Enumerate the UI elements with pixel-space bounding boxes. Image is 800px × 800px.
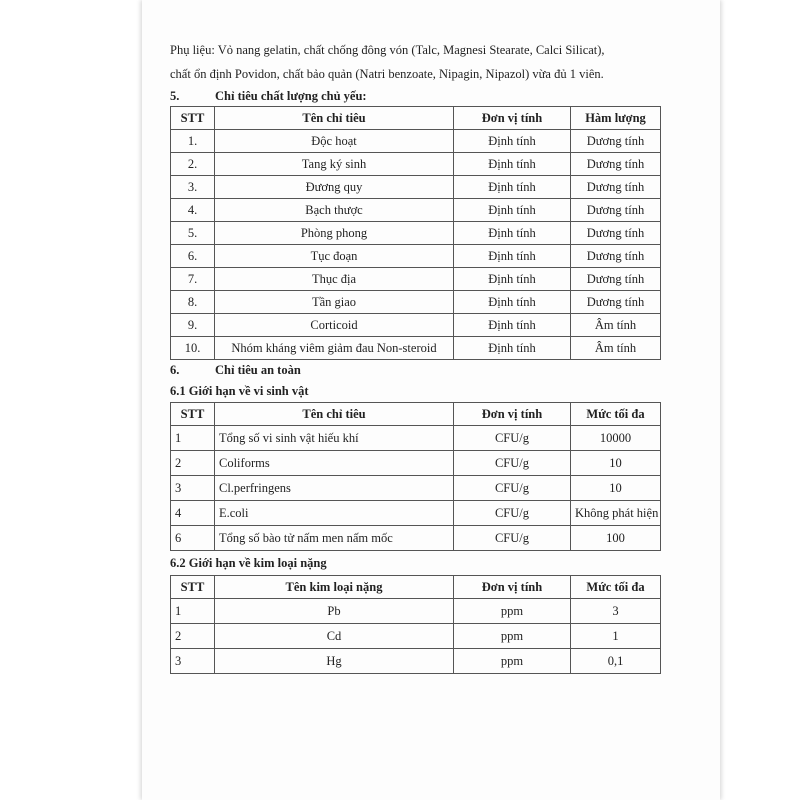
header-stt: STT (171, 403, 215, 426)
table-cell: Dương tính (571, 176, 661, 199)
table-cell: Định tính (454, 222, 571, 245)
table-cell: Dương tính (571, 130, 661, 153)
table-cell: E.coli (215, 501, 454, 526)
table-cell: ppm (454, 599, 571, 624)
header-unit: Đơn vị tính (454, 403, 571, 426)
table-row (171, 153, 661, 176)
table-cell: 10. (171, 337, 215, 360)
heavy-metal-limits-table (170, 575, 661, 674)
table-cell: Tổng số bào tử nấm men nấm mốc (215, 526, 454, 551)
table-cell: ppm (454, 649, 571, 674)
table-cell: Cd (215, 624, 454, 649)
table-cell: CFU/g (454, 426, 571, 451)
section-5-heading (170, 86, 662, 106)
table-cell: Nhóm kháng viêm giảm đau Non-steroid (215, 337, 454, 360)
table-cell: Bạch thược (215, 199, 454, 222)
section-6-number: 6. (170, 363, 180, 377)
table-cell: Định tính (454, 337, 571, 360)
table-row (171, 526, 661, 551)
table-cell: Định tính (454, 176, 571, 199)
header-content: Hàm lượng (571, 107, 661, 130)
table-cell: CFU/g (454, 526, 571, 551)
table-cell: Hg (215, 649, 454, 674)
table-row (171, 451, 661, 476)
microbial-limits-table (170, 402, 661, 551)
table-cell: Pb (215, 599, 454, 624)
table-cell: ppm (454, 624, 571, 649)
table-cell: CFU/g (454, 451, 571, 476)
table-cell: 5. (171, 222, 215, 245)
document-page (142, 0, 720, 800)
table-cell: Corticoid (215, 314, 454, 337)
section-6-1-heading: 6.1 Giới hạn về vi sinh vật (170, 384, 309, 398)
table-cell: 1 (171, 599, 215, 624)
table-row (171, 199, 661, 222)
table-cell: Tang ký sinh (215, 153, 454, 176)
section-5-title: Chỉ tiêu chất lượng chủ yếu: (215, 89, 367, 103)
table-cell: Tần giao (215, 291, 454, 314)
header-metal-name: Tên kim loại nặng (215, 576, 454, 599)
table-header-row (171, 403, 661, 426)
table-cell: 1. (171, 130, 215, 153)
table-cell: 0,1 (571, 649, 661, 674)
table-row (171, 649, 661, 674)
table-cell: Định tính (454, 268, 571, 291)
table-cell: Định tính (454, 245, 571, 268)
table-row (171, 291, 661, 314)
table-cell: Đương quy (215, 176, 454, 199)
table-cell: CFU/g (454, 476, 571, 501)
table-row (171, 245, 661, 268)
header-stt: STT (171, 576, 215, 599)
quality-criteria-table (170, 106, 661, 360)
table-cell: 1 (171, 426, 215, 451)
table-cell: Định tính (454, 199, 571, 222)
table-cell: Coliforms (215, 451, 454, 476)
table-cell: 8. (171, 291, 215, 314)
table-cell: 4 (171, 501, 215, 526)
table-row (171, 314, 661, 337)
table-cell: Định tính (454, 314, 571, 337)
table-cell: Cl.perfringens (215, 476, 454, 501)
section-6-heading (170, 360, 662, 380)
table-row (171, 268, 661, 291)
table-cell: Tục đoạn (215, 245, 454, 268)
table-header-row (171, 107, 661, 130)
table-cell: 2 (171, 624, 215, 649)
header-max-level: Mức tối đa (571, 576, 661, 599)
header-criteria-name: Tên chỉ tiêu (215, 403, 454, 426)
table-cell: Dương tính (571, 199, 661, 222)
table-cell: 3 (171, 649, 215, 674)
table-cell: 1 (571, 624, 661, 649)
section-5-number: 5. (170, 89, 180, 103)
table-cell: Dương tính (571, 268, 661, 291)
table-cell: 9. (171, 314, 215, 337)
table-row (171, 176, 661, 199)
table-cell: Không phát hiện (571, 501, 661, 526)
table-row (171, 624, 661, 649)
table-row (171, 222, 661, 245)
table-cell: Dương tính (571, 222, 661, 245)
table-row (171, 501, 661, 526)
table-cell: Thục địa (215, 268, 454, 291)
table-cell: Tổng số vi sinh vật hiếu khí (215, 426, 454, 451)
table-cell: 6. (171, 245, 215, 268)
table-cell: Âm tính (571, 337, 661, 360)
intro-line-2: chất ổn định Povidon, chất bảo quản (Natri benzoate, Nipagin, Nipazol) vừa đủ 1 viên. (170, 67, 604, 81)
table-cell: 2. (171, 153, 215, 176)
table-cell: 2 (171, 451, 215, 476)
table-cell: Định tính (454, 153, 571, 176)
table-cell: 3. (171, 176, 215, 199)
table-cell: Phòng phong (215, 222, 454, 245)
section-6-2-heading: 6.2 Giới hạn về kim loại nặng (170, 556, 327, 570)
header-max-level: Mức tối đa (571, 403, 661, 426)
table-cell: 10 (571, 451, 661, 476)
table-cell: 10000 (571, 426, 661, 451)
microbial-limits-body (171, 426, 661, 551)
table-cell: Dương tính (571, 291, 661, 314)
document-content (170, 38, 662, 674)
table-cell: CFU/g (454, 501, 571, 526)
table-cell: Độc hoạt (215, 130, 454, 153)
header-criteria-name: Tên chỉ tiêu (215, 107, 454, 130)
table-row (171, 476, 661, 501)
quality-criteria-body (171, 130, 661, 360)
section-6-title: Chỉ tiêu an toàn (215, 363, 301, 377)
header-unit: Đơn vị tính (454, 576, 571, 599)
table-cell: Định tính (454, 291, 571, 314)
table-cell: 4. (171, 199, 215, 222)
table-cell: Dương tính (571, 245, 661, 268)
table-cell: Dương tính (571, 153, 661, 176)
table-cell: Định tính (454, 130, 571, 153)
table-row (171, 337, 661, 360)
table-row (171, 599, 661, 624)
table-cell: 10 (571, 476, 661, 501)
table-row (171, 130, 661, 153)
header-stt: STT (171, 107, 215, 130)
intro-line-1: Phụ liệu: Vỏ nang gelatin, chất chống đông vón (Talc, Magnesi Stearate, Calci Silicat), (170, 43, 605, 57)
header-unit: Đơn vị tính (454, 107, 571, 130)
table-cell: 3 (171, 476, 215, 501)
heavy-metal-limits-body (171, 599, 661, 674)
table-cell: 6 (171, 526, 215, 551)
table-row (171, 426, 661, 451)
table-cell: 3 (571, 599, 661, 624)
table-header-row (171, 576, 661, 599)
table-cell: 7. (171, 268, 215, 291)
table-cell: Âm tính (571, 314, 661, 337)
table-cell: 100 (571, 526, 661, 551)
